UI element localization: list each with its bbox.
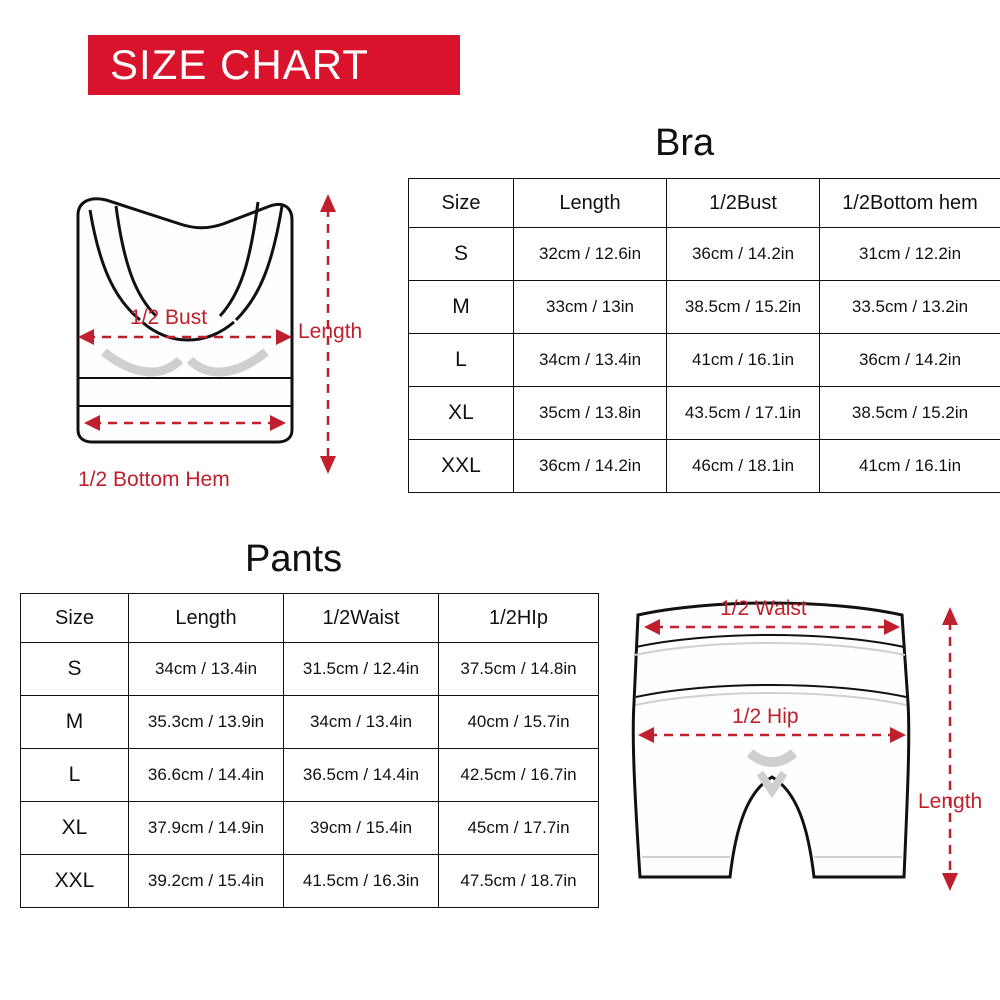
cell-size: L bbox=[409, 334, 514, 387]
pants-length-label: Length bbox=[918, 790, 983, 813]
bra-diagram-icon bbox=[30, 180, 400, 510]
table-header-row bbox=[21, 594, 599, 643]
column-header-waist: 1/2Waist bbox=[284, 594, 439, 643]
bra-section-heading: Bra bbox=[655, 122, 715, 164]
bra-bottom-hem-label: 1/2 Bottom Hem bbox=[78, 468, 230, 491]
column-header-length: Length bbox=[514, 179, 667, 228]
pants-waist-label: 1/2 Waist bbox=[720, 597, 807, 620]
page-title: SIZE CHART bbox=[110, 41, 369, 88]
table-row bbox=[21, 643, 599, 696]
cell-size: XL bbox=[409, 387, 514, 440]
cell-bottom-hem: 31cm / 12.2in bbox=[820, 228, 1000, 281]
table-row bbox=[409, 387, 1000, 440]
cell-bottom-hem: 33.5cm / 13.2in bbox=[820, 281, 1000, 334]
cell-bust: 46cm / 18.1in bbox=[667, 440, 820, 493]
table-row bbox=[21, 696, 599, 749]
bra-size-table bbox=[408, 178, 1000, 493]
table-row bbox=[21, 749, 599, 802]
cell-length: 36cm / 14.2in bbox=[514, 440, 667, 493]
cell-length: 36.6cm / 14.4in bbox=[129, 749, 284, 802]
cell-waist: 39cm / 15.4in bbox=[284, 802, 439, 855]
pants-diagram-icon bbox=[600, 585, 1000, 915]
cell-bust: 41cm / 16.1in bbox=[667, 334, 820, 387]
cell-hip: 42.5cm / 16.7in bbox=[439, 749, 599, 802]
column-header-bust: 1/2Bust bbox=[667, 179, 820, 228]
cell-bust: 36cm / 14.2in bbox=[667, 228, 820, 281]
cell-waist: 36.5cm / 14.4in bbox=[284, 749, 439, 802]
column-header-size: Size bbox=[21, 594, 129, 643]
column-header-bottom-hem: 1/2Bottom hem bbox=[820, 179, 1000, 228]
cell-length: 35.3cm / 13.9in bbox=[129, 696, 284, 749]
cell-length: 35cm / 13.8in bbox=[514, 387, 667, 440]
cell-bottom-hem: 38.5cm / 15.2in bbox=[820, 387, 1000, 440]
pants-section-heading: Pants bbox=[245, 538, 343, 580]
cell-bust: 38.5cm / 15.2in bbox=[667, 281, 820, 334]
table-row bbox=[409, 440, 1000, 493]
bra-length-label: Length bbox=[298, 320, 363, 343]
cell-bottom-hem: 36cm / 14.2in bbox=[820, 334, 1000, 387]
cell-length: 33cm / 13in bbox=[514, 281, 667, 334]
cell-size: L bbox=[21, 749, 129, 802]
cell-hip: 47.5cm / 18.7in bbox=[439, 855, 599, 908]
cell-size: M bbox=[21, 696, 129, 749]
cell-waist: 41.5cm / 16.3in bbox=[284, 855, 439, 908]
pants-size-table bbox=[20, 593, 599, 908]
table-row bbox=[409, 228, 1000, 281]
cell-length: 39.2cm / 15.4in bbox=[129, 855, 284, 908]
cell-waist: 31.5cm / 12.4in bbox=[284, 643, 439, 696]
cell-bottom-hem: 41cm / 16.1in bbox=[820, 440, 1000, 493]
column-header-length: Length bbox=[129, 594, 284, 643]
cell-size: M bbox=[409, 281, 514, 334]
cell-length: 34cm / 13.4in bbox=[129, 643, 284, 696]
column-header-hip: 1/2HIp bbox=[439, 594, 599, 643]
table-header-row bbox=[409, 179, 1000, 228]
cell-length: 37.9cm / 14.9in bbox=[129, 802, 284, 855]
cell-length: 32cm / 12.6in bbox=[514, 228, 667, 281]
table-row bbox=[409, 334, 1000, 387]
cell-size: S bbox=[409, 228, 514, 281]
cell-size: S bbox=[21, 643, 129, 696]
pants-illustration bbox=[600, 585, 1000, 915]
cell-size: XL bbox=[21, 802, 129, 855]
table-row bbox=[21, 855, 599, 908]
cell-bust: 43.5cm / 17.1in bbox=[667, 387, 820, 440]
column-header-size: Size bbox=[409, 179, 514, 228]
size-chart-banner bbox=[88, 35, 460, 95]
cell-hip: 45cm / 17.7in bbox=[439, 802, 599, 855]
table-row bbox=[409, 281, 1000, 334]
cell-waist: 34cm / 13.4in bbox=[284, 696, 439, 749]
pants-hip-label: 1/2 Hip bbox=[732, 705, 799, 728]
cell-size: XXL bbox=[21, 855, 129, 908]
table-row bbox=[21, 802, 599, 855]
cell-hip: 37.5cm / 14.8in bbox=[439, 643, 599, 696]
bra-bust-label: 1/2 Bust bbox=[130, 306, 208, 329]
cell-length: 34cm / 13.4in bbox=[514, 334, 667, 387]
cell-size: XXL bbox=[409, 440, 514, 493]
bra-illustration bbox=[30, 180, 400, 510]
cell-hip: 40cm / 15.7in bbox=[439, 696, 599, 749]
